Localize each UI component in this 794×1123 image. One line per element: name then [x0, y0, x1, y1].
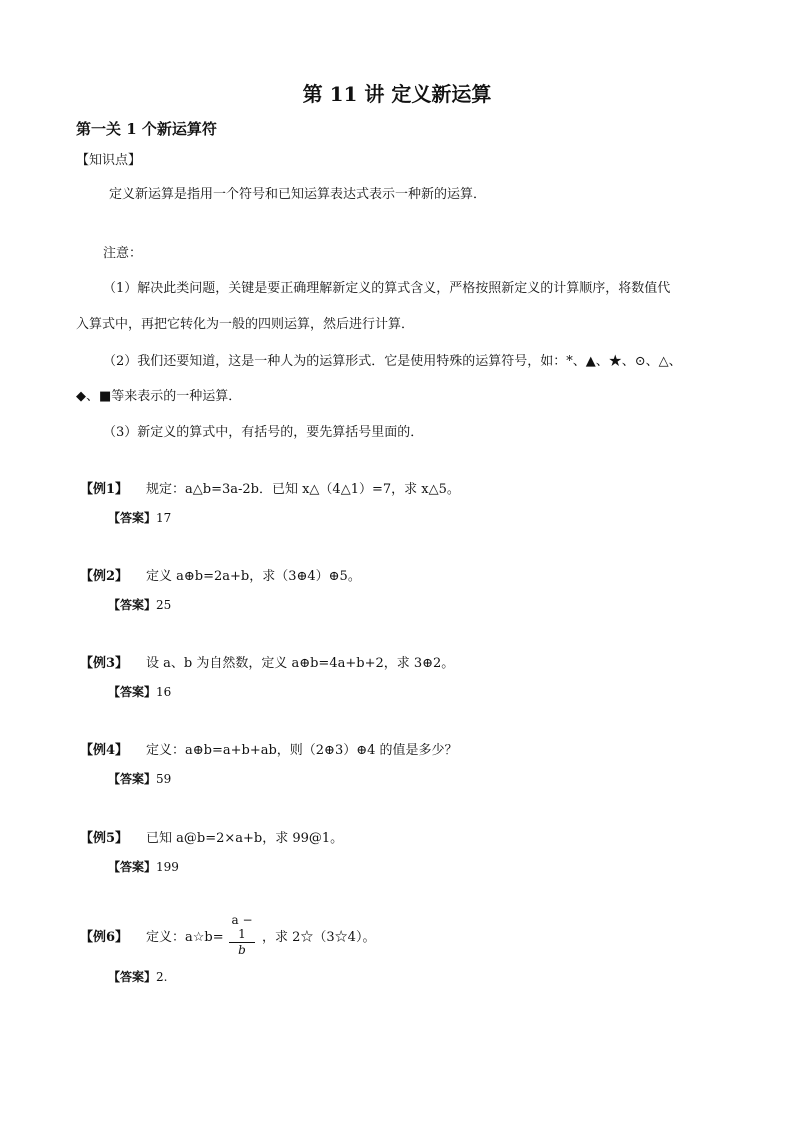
example-3-text: 设 a、b 为自然数，定义 a⊕b=4a+b+2，求 3⊕2。 [146, 656, 455, 671]
example-4-answer [108, 770, 171, 787]
answer-label: 【答案】 [108, 970, 157, 984]
example-3-label: 【例3】 [80, 656, 129, 671]
fraction-denominator: b [238, 943, 246, 957]
example-3-answer [108, 683, 171, 700]
answer-value: 25 [156, 598, 172, 612]
example-2-answer [108, 596, 171, 613]
section-heading: 第一关 1 个新运算符 [76, 120, 217, 138]
note-3: （3）新定义的算式中，有括号的，要先算括号里面的． [103, 425, 424, 440]
answer-value: 199 [156, 860, 179, 874]
note-label: 注意： [103, 246, 143, 261]
answer-value: 16 [156, 685, 172, 699]
example-5-answer [108, 858, 179, 875]
example-6-text-after: ，求 2☆（3☆4）。 [262, 930, 376, 945]
answer-label: 【答案】 [108, 511, 157, 525]
example-5-text: 已知 a@b=2×a+b，求 99@1。 [146, 831, 344, 846]
answer-label: 【答案】 [108, 860, 157, 874]
example-6-fraction [229, 913, 255, 957]
answer-value: 59 [156, 772, 172, 786]
answer-value: 17 [156, 511, 172, 525]
example-1-text: 规定：a△b=3a-2b．已知 x△（4△1）=7，求 x△5。 [146, 482, 460, 497]
note-2-line-1: （2）我们还要知道，这是一种人为的运算形式．它是使用特殊的运算符号，如：*、▲、★、⊙、△、 [103, 354, 682, 369]
example-6-answer [108, 968, 167, 985]
answer-value: 2. [156, 970, 168, 984]
example-2-label: 【例2】 [80, 569, 129, 584]
example-4-label: 【例4】 [80, 743, 129, 758]
knowledge-label: 【知识点】 [76, 153, 142, 168]
example-6-label: 【例6】 [80, 930, 129, 945]
note-1-line-2: 入算式中，再把它转化为一般的四则运算，然后进行计算． [76, 317, 415, 332]
intro-text: 定义新运算是指用一个符号和已知运算表达式表示一种新的运算． [109, 187, 487, 202]
note-1-line-1: （1）解决此类问题，关键是要正确理解新定义的算式含义，严格按照新定义的计算顺序，将数值代 [103, 281, 671, 296]
example-6-text-before: 定义：a☆b= [146, 930, 224, 945]
fraction-numerator: a − 1 [231, 913, 253, 941]
example-5-label: 【例5】 [80, 831, 129, 846]
answer-label: 【答案】 [108, 685, 157, 699]
answer-label: 【答案】 [108, 772, 157, 786]
page-title: 第 11 讲 定义新运算 [302, 82, 492, 106]
example-1-answer [108, 509, 171, 526]
example-2-text: 定义 a⊕b=2a+b，求（3⊕4）⊕5。 [146, 569, 361, 584]
answer-label: 【答案】 [108, 598, 157, 612]
example-4-text: 定义：a⊕b=a+b+ab，则（2⊕3）⊕4 的值是多少？ [146, 743, 458, 758]
example-1-label: 【例1】 [80, 482, 129, 497]
note-2-line-2: ◆、■等来表示的一种运算． [76, 389, 242, 404]
